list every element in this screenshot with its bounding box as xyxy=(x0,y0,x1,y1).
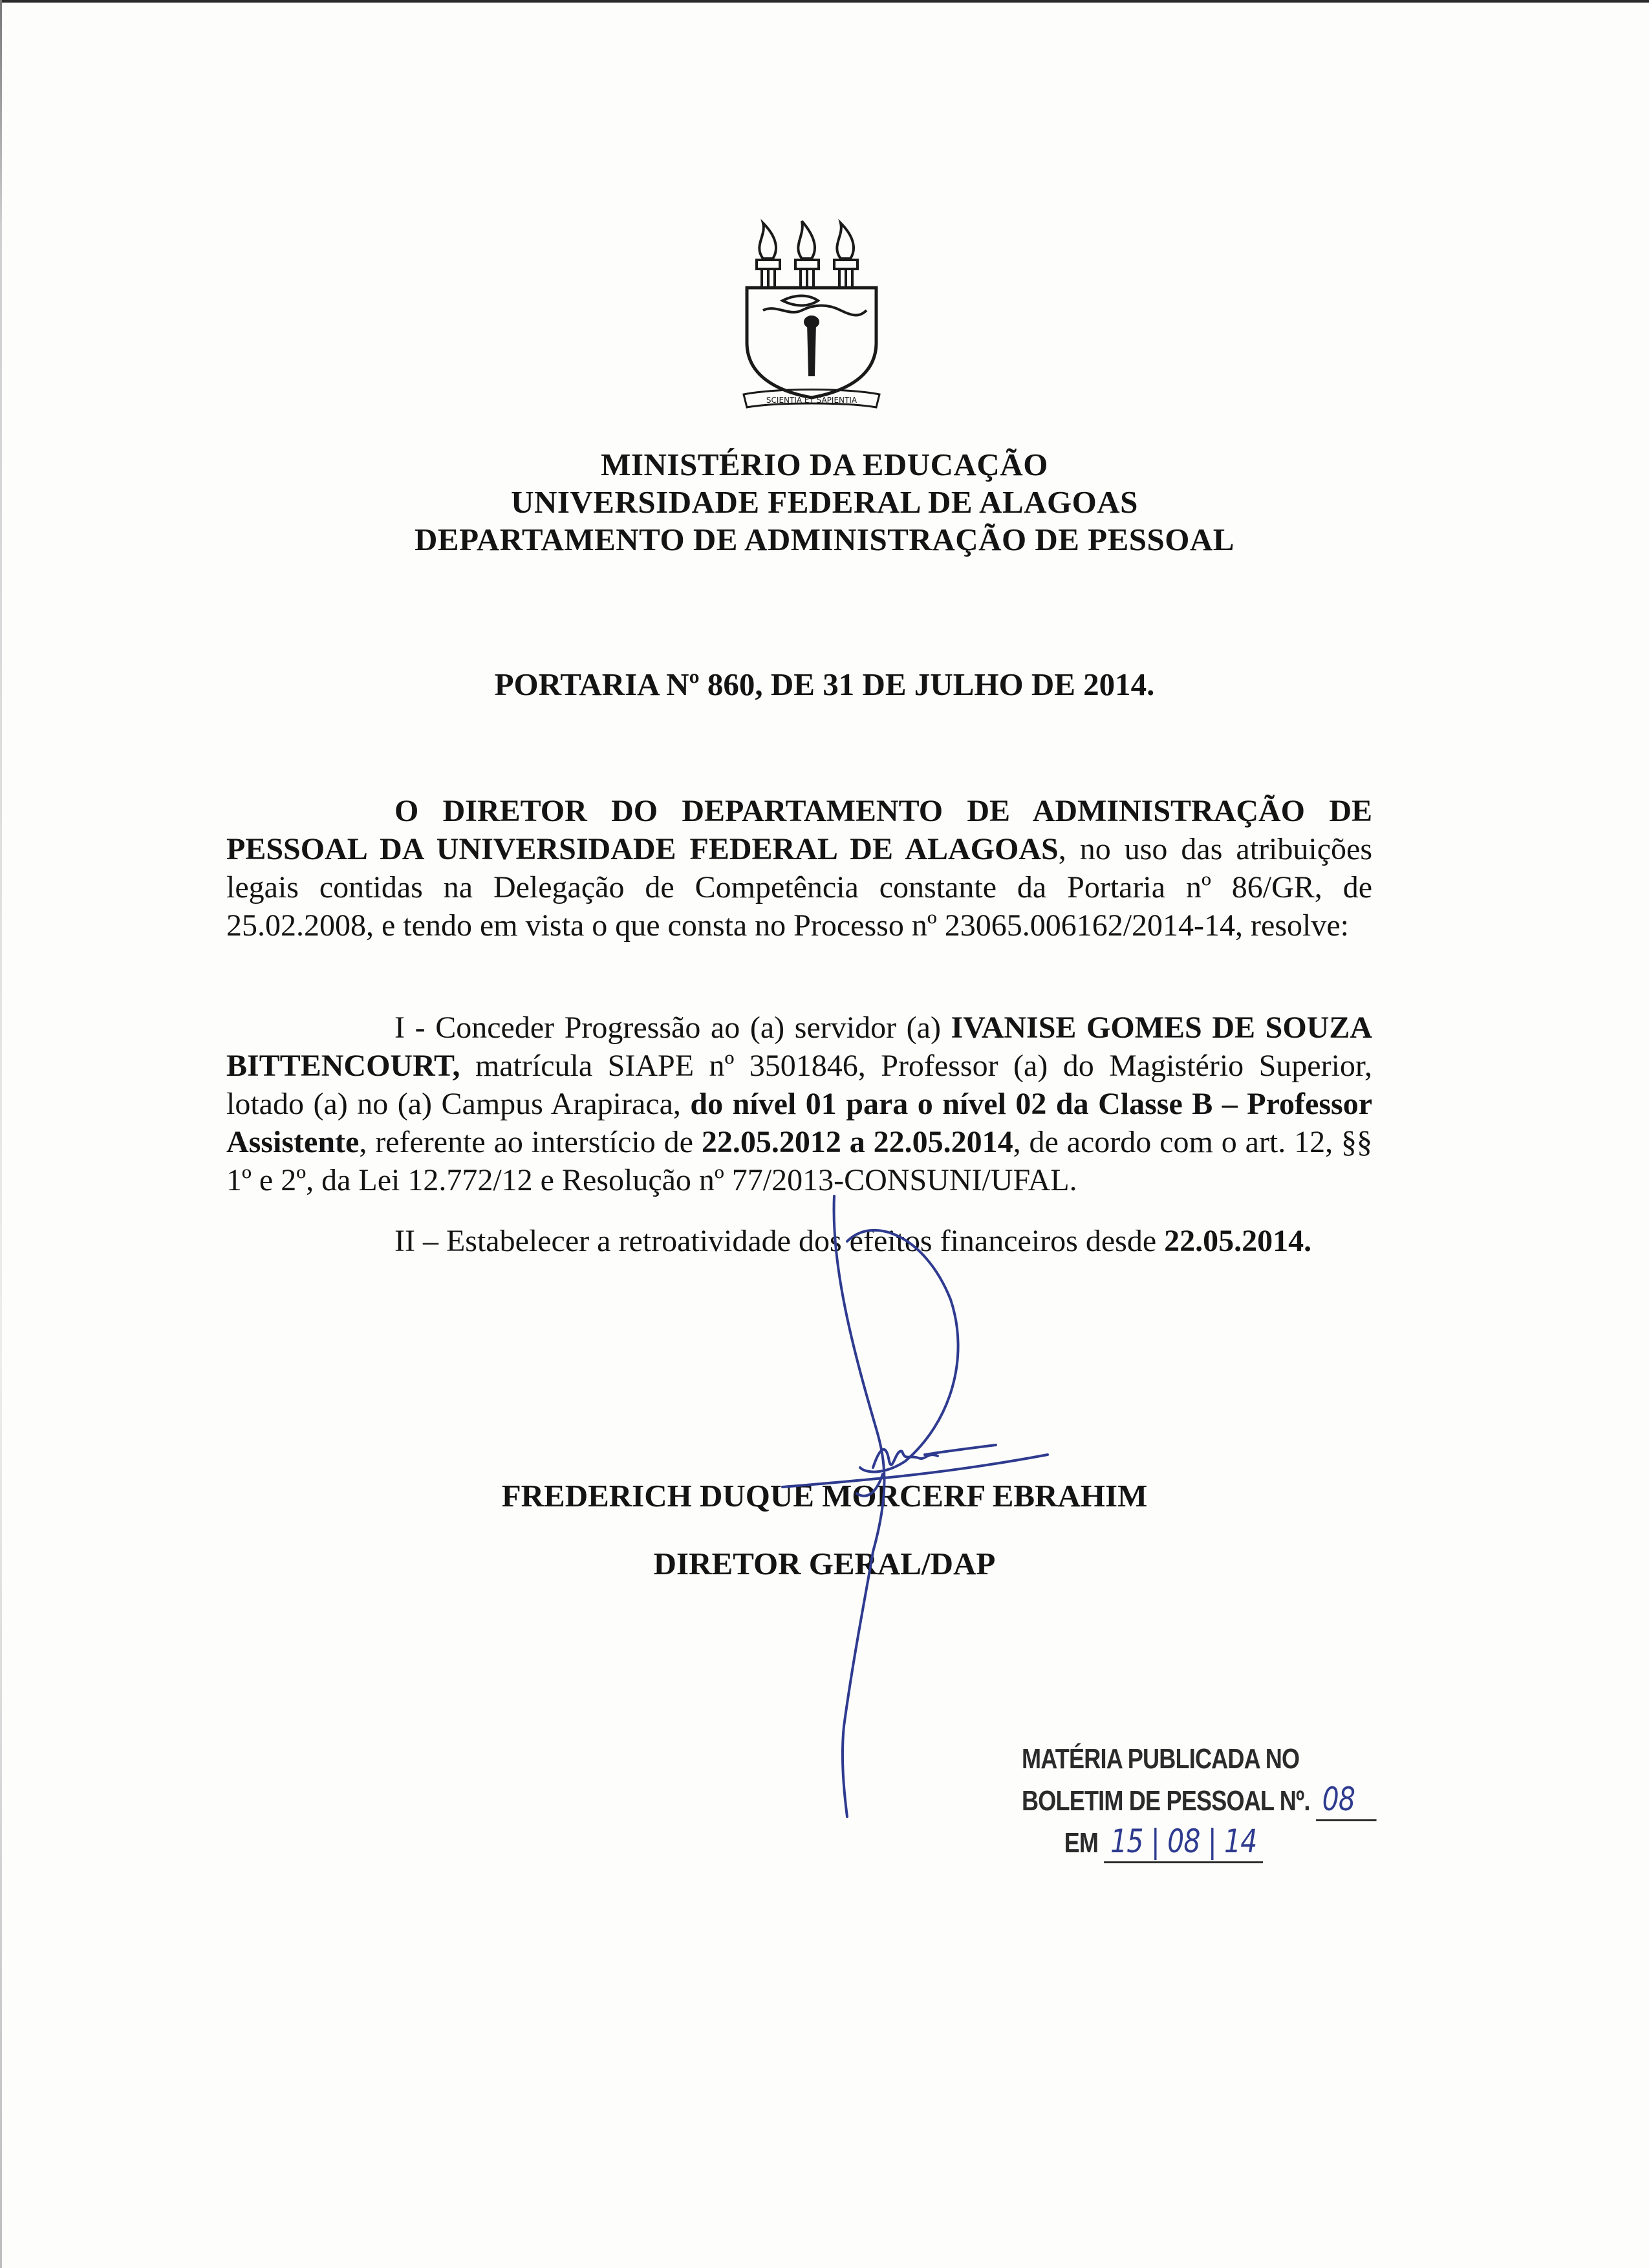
scan-edge xyxy=(0,0,1649,3)
intro-paragraph xyxy=(226,792,1372,945)
stamp-date-label: EM xyxy=(1064,1827,1099,1859)
effective-date: 22.05.2014. xyxy=(1164,1224,1312,1258)
university-crest-icon xyxy=(737,213,886,414)
employee-name: IVANISE GOMES DE SOUZA BITTENCOURT, xyxy=(226,1011,1372,1083)
article-2-paragraph xyxy=(226,1222,1372,1260)
article-1-text: matrícula SIAPE nº 3501846, Professor (a) do Magistério Superior, lotado (a) no (a) Campus Arapiraca, xyxy=(226,1049,1372,1121)
intro-bold-text: O DIRETOR DO DEPARTAMENTO DE ADMINISTRAÇÃO DE PESSOAL DA UNIVERSIDADE FEDERAL DE ALAGOAS xyxy=(226,794,1372,866)
department-name: DEPARTAMENTO DE ADMINISTRAÇÃO DE PESSOAL xyxy=(415,522,1234,557)
stamp-date: 15 | 08 | 14 xyxy=(1104,1821,1263,1863)
university-name: UNIVERSIDADE FEDERAL DE ALAGOAS xyxy=(511,484,1138,520)
svg-text:SCIENTIA ET SAPIENTIA: SCIENTIA ET SAPIENTIA xyxy=(766,396,857,405)
stamp-bulletin-number: 08 xyxy=(1316,1779,1376,1821)
stamp-line-2 xyxy=(1022,1779,1355,1821)
letterhead xyxy=(0,446,1649,559)
ministry-name: MINISTÉRIO DA EDUCAÇÃO xyxy=(601,447,1048,482)
article-1-paragraph xyxy=(226,1009,1372,1199)
stamp-line-1: MATÉRIA PUBLICADA NO xyxy=(1022,1743,1300,1775)
article-1-text: , referente ao interstício de xyxy=(359,1125,702,1159)
article-2-text: II – Estabelecer a retroatividade dos efeitos financeiros desde xyxy=(394,1224,1165,1258)
publication-stamp xyxy=(1022,1739,1355,1863)
scan-edge xyxy=(0,0,2,2268)
level-change: do nível 01 para o nível 02 da Classe B – Professor Assistente xyxy=(226,1087,1372,1159)
interstice-period: 22.05.2012 a 22.05.2014 xyxy=(701,1125,1013,1159)
stamp-line-3 xyxy=(1022,1821,1319,1863)
signatory-role: DIRETOR GERAL/DAP xyxy=(653,1546,996,1581)
ordinance-title: PORTARIA Nº 860, DE 31 DE JULHO DE 2014. xyxy=(494,667,1155,702)
stamp-bulletin-label: BOLETIM DE PESSOAL Nº. xyxy=(1022,1785,1310,1817)
article-1-text: , de acordo com o art. 12, §§ 1º e 2º, da Lei 12.772/12 e Resolução nº 77/2013-CONSUNI/UFAL. xyxy=(226,1125,1372,1197)
intro-text: , no uso das atribuições legais contidas na Delegação de Competência constante da Portaria nº 86/GR, de 25.02.2008, e tendo em vista o que consta no Processo nº 23065.006162/2014-14, resolve: xyxy=(226,832,1373,943)
article-1-text: I - Conceder Progressão ao (a) servidor (a) xyxy=(394,1011,951,1045)
signatory-name: FREDERICH DUQUE MORCERF EBRAHIM xyxy=(501,1478,1148,1514)
